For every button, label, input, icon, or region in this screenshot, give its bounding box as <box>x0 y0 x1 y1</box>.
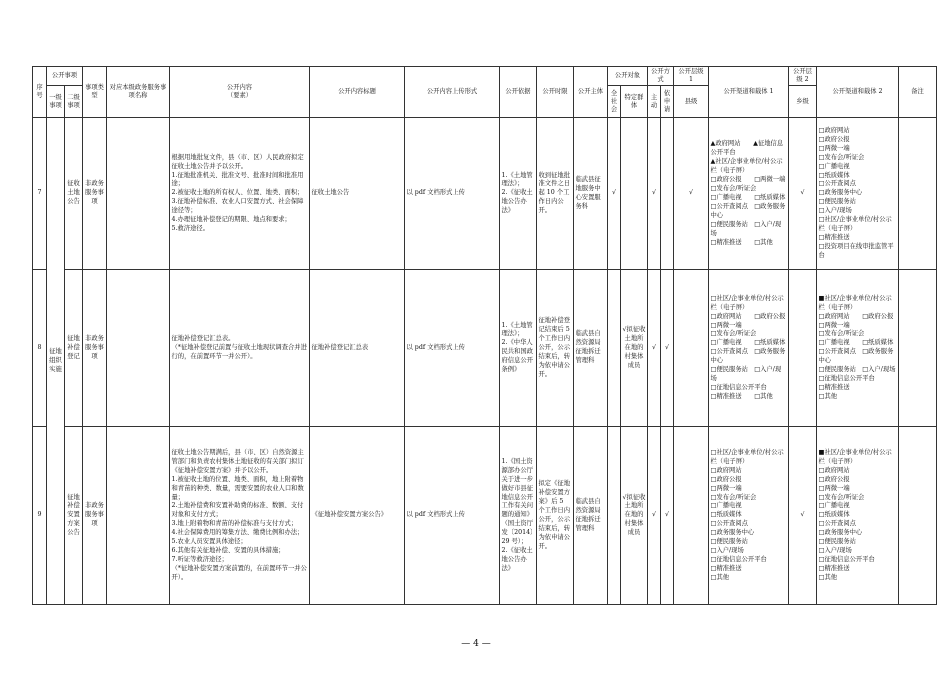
cell-title: 征收土地公告 <box>310 118 405 270</box>
cell-note <box>899 270 937 427</box>
header-item-group: 公开事项 <box>47 67 83 86</box>
cell-channel2: ■社区/企事业单位/村公示栏（电子屏） □政府网站 □政府公报 □两微一端 □发布会/听证会 □广播电视 □纸质媒体 □公开查阅点 □政务服务中心 □便民服务站 □入户/现场 □征地信息公开平台 □精准推送 □其他 <box>817 270 899 427</box>
header-seq: 序号 <box>33 67 47 118</box>
header-method-active: 主动 <box>648 86 661 118</box>
cell-target-special: √拟征收土地所在地的村集体成员 <box>621 270 648 427</box>
header-township: 乡级 <box>789 86 817 118</box>
header-target: 公开对象 <box>608 67 648 86</box>
cell-service <box>107 118 170 270</box>
cell-target-special <box>621 118 648 270</box>
cell-time: 拟定《征地补偿安置方案》后 5 个工作日内公开，公示结束后，转为依申请公开。 <box>537 427 574 605</box>
cell-channel1: ▲政府网站 ▲征地信息公开平台 ▲社区/企事业单位/村公示栏（电子屏） □政府公报 □两微一端 □发布会/听证会 □广播电视 □纸质媒体 □公开查阅点 □政务服务中心 □便民服务站 □入户/现场 □精准推送 □其他 <box>709 118 789 270</box>
cell-target-all <box>608 427 621 605</box>
header-county: 县级 <box>674 86 709 118</box>
cell-channel1: □社区/企事业单位/村公示栏（电子屏） □政府网站 □政府公报 □两微一端 □发布会/听证会 □广播电视 □纸质媒体 □公开查阅点 □政务服务中心 □便民服务站 □入户/现场 □征地信息公开平台 □精准推送 □其他 <box>709 270 789 427</box>
header-channel1: 公开渠道和载体 1 <box>709 67 789 118</box>
cell-county: √ <box>674 118 709 270</box>
cell-type: 非政务服务事项 <box>83 427 107 605</box>
header-service: 对应本级政务服务事项名称 <box>107 67 170 118</box>
cell-channel2: ■社区/企事业单位/村公示栏（电子屏） □政府网站 □政府公报 □两微一端 □发布会/听证会 □广播电视 □纸质媒体 □公开查阅点 □政务服务中心 □便民服务站 □入户/现场 □征地信息公开平台 □精准推送 □其他 <box>817 427 899 605</box>
header-type: 事项类型 <box>83 67 107 118</box>
cell-channel2: □政府网站 □政府公报 □两微一端 □发布会/听证会 □广播电视 □纸质媒体 □公开查阅点 □政务服务中心 □便民服务站 □入户/现场 □社区/企事业单位/村公示栏（电子屏） □精准推送 □投资项目在线审批监管平台 <box>817 118 899 270</box>
header-method-apply: 依申请 <box>661 86 674 118</box>
cell-target-all <box>608 270 621 427</box>
cell-method-active: √ <box>648 270 661 427</box>
header-content: 公开内容 （要素） <box>170 67 310 118</box>
cell-service <box>107 270 170 427</box>
cell-time: 征地补偿登记结束后 5 个工作日内公开，公示结束后，转为依申请公开。 <box>537 270 574 427</box>
cell-upload: 以 pdf 文档形式上传 <box>405 427 500 605</box>
cell-subject: 临武县征地服务中心安置服务科 <box>574 118 608 270</box>
cell-township: √ <box>789 118 817 270</box>
header-method: 公开方式 <box>648 67 674 86</box>
cell-seq: 7 <box>33 118 47 270</box>
disclosure-table <box>32 66 937 605</box>
cell-title: 征地补偿登记汇总表 <box>310 270 405 427</box>
cell-target-special: √拟征收土地所在地的村集体成员 <box>621 427 648 605</box>
header-target-all: 全社会 <box>608 86 621 118</box>
cell-level2: 征地补偿安置方案公告 <box>65 427 83 605</box>
header-basis: 公开依据 <box>500 67 537 118</box>
cell-upload: 以 pdf 文档形式上传 <box>405 118 500 270</box>
cell-township: √ <box>789 427 817 605</box>
header-target-special: 特定群体 <box>621 86 648 118</box>
header-upload: 公开内容上传形式 <box>405 67 500 118</box>
cell-upload: 以 pdf 文档形式上传 <box>405 270 500 427</box>
cell-title: 《征地补偿安置方案公告》 <box>310 427 405 605</box>
cell-county <box>674 427 709 605</box>
header-level2: 二级事项 <box>65 86 83 118</box>
cell-subject: 临武县自然资源局征地拆迁管理科 <box>574 270 608 427</box>
cell-basis: 1.《土地管理法》； 2.《中华人民共和国政府信息公开条例》 <box>500 270 537 427</box>
cell-service <box>107 427 170 605</box>
header-layer1: 公开层级 1 <box>674 67 709 86</box>
cell-type: 非政务服务事项 <box>83 270 107 427</box>
cell-method-apply: √ <box>661 270 674 427</box>
cell-level2: 征收土地公告 <box>65 118 83 270</box>
table-row <box>33 270 937 427</box>
header-time: 公开时限 <box>537 67 574 118</box>
cell-content: 根据用地批复文件，县（市、区）人民政府拟定征收土地公告并予以公开。 1.征地批准机关、批准文号、批准时间和批准用途； 2.被征收土地的所有权人、位置、地类、面积； 3.征地补偿标准、农业人口安置方式、社会保障途径等； 4.办理征地补偿登记的期限、地点和要求； 5.救济途径。 <box>170 118 310 270</box>
cell-subject: 临武县自然资源局征地拆迁管理科 <box>574 427 608 605</box>
cell-basis: 1.《土地管理法》； 2.《征收土地公告办法》 <box>500 118 537 270</box>
cell-method-apply: √ <box>661 427 674 605</box>
cell-method-apply <box>661 118 674 270</box>
header-level1: 一级事项 <box>47 86 65 118</box>
cell-basis: 1.《国土资源部办公厅关于进一步做好市县征地信息公开工作有关问题的通知》（国土资厅发〔2014〕29 号）； 2.《征收土地公告办法》 <box>500 427 537 605</box>
cell-township <box>789 270 817 427</box>
cell-type: 非政务服务事项 <box>83 118 107 270</box>
cell-content: 征收土地公告期满后，县（市、区）自然资源主管部门和负责农村集体土地征收的有关部门拟订《征地补偿安置方案》并予以公开。 1.被征收土地的位置、地类、面积，地上附着物和青苗的种类、数量，需要安置的农业人口和数量； 2.土地补偿费和安置补助费的标准、数额、支付对象和支付方式； 3.地上附着物和青苗的补偿标准与支付方式； 4.社会保障费用的筹集方法、缴费比例和办法； 5.农业人员安置具体途径； 6.其他有关征地补偿、安置的具体措施； 7.听证等救济途径； （*征地补偿安置方案前置的，在前置环节一并公开）。 <box>170 427 310 605</box>
table-row <box>33 118 937 270</box>
header-subject: 公开主体 <box>574 67 608 118</box>
cell-method-active: √ <box>648 427 661 605</box>
cell-seq: 8 <box>33 270 47 427</box>
cell-level2: 征地补偿登记 <box>65 270 83 427</box>
header-title: 公开内容标题 <box>310 67 405 118</box>
cell-target-all: √ <box>608 118 621 270</box>
cell-time: 收到征地批准文件之日起 10 个工作日内公开。 <box>537 118 574 270</box>
table-row <box>33 427 937 605</box>
cell-note <box>899 427 937 605</box>
cell-level1-shared: 征地组织实施 <box>47 118 65 605</box>
header-channel2: 公开渠道和载体 2 <box>817 67 899 118</box>
cell-note <box>899 118 937 270</box>
header-note: 备注 <box>899 67 937 118</box>
page-number: — 4 — <box>461 639 491 649</box>
cell-county <box>674 270 709 427</box>
cell-seq: 9 <box>33 427 47 605</box>
cell-content: 征地补偿登记汇总表。 （*征地补偿登记前置与征收土地现状调查合并进行的，在前置环节一并公开）。 <box>170 270 310 427</box>
cell-method-active: √ <box>648 118 661 270</box>
header-layer2: 公开层级 2 <box>789 67 817 86</box>
cell-channel1: □社区/企事业单位/村公示栏（电子屏） □政府网站 □政府公报 □两微一端 □发布会/听证会 □广播电视 □纸质媒体 □公开查阅点 □政务服务中心 □便民服务站 □入户/现场 □征地信息公开平台 □精准推送 □其他 <box>709 427 789 605</box>
